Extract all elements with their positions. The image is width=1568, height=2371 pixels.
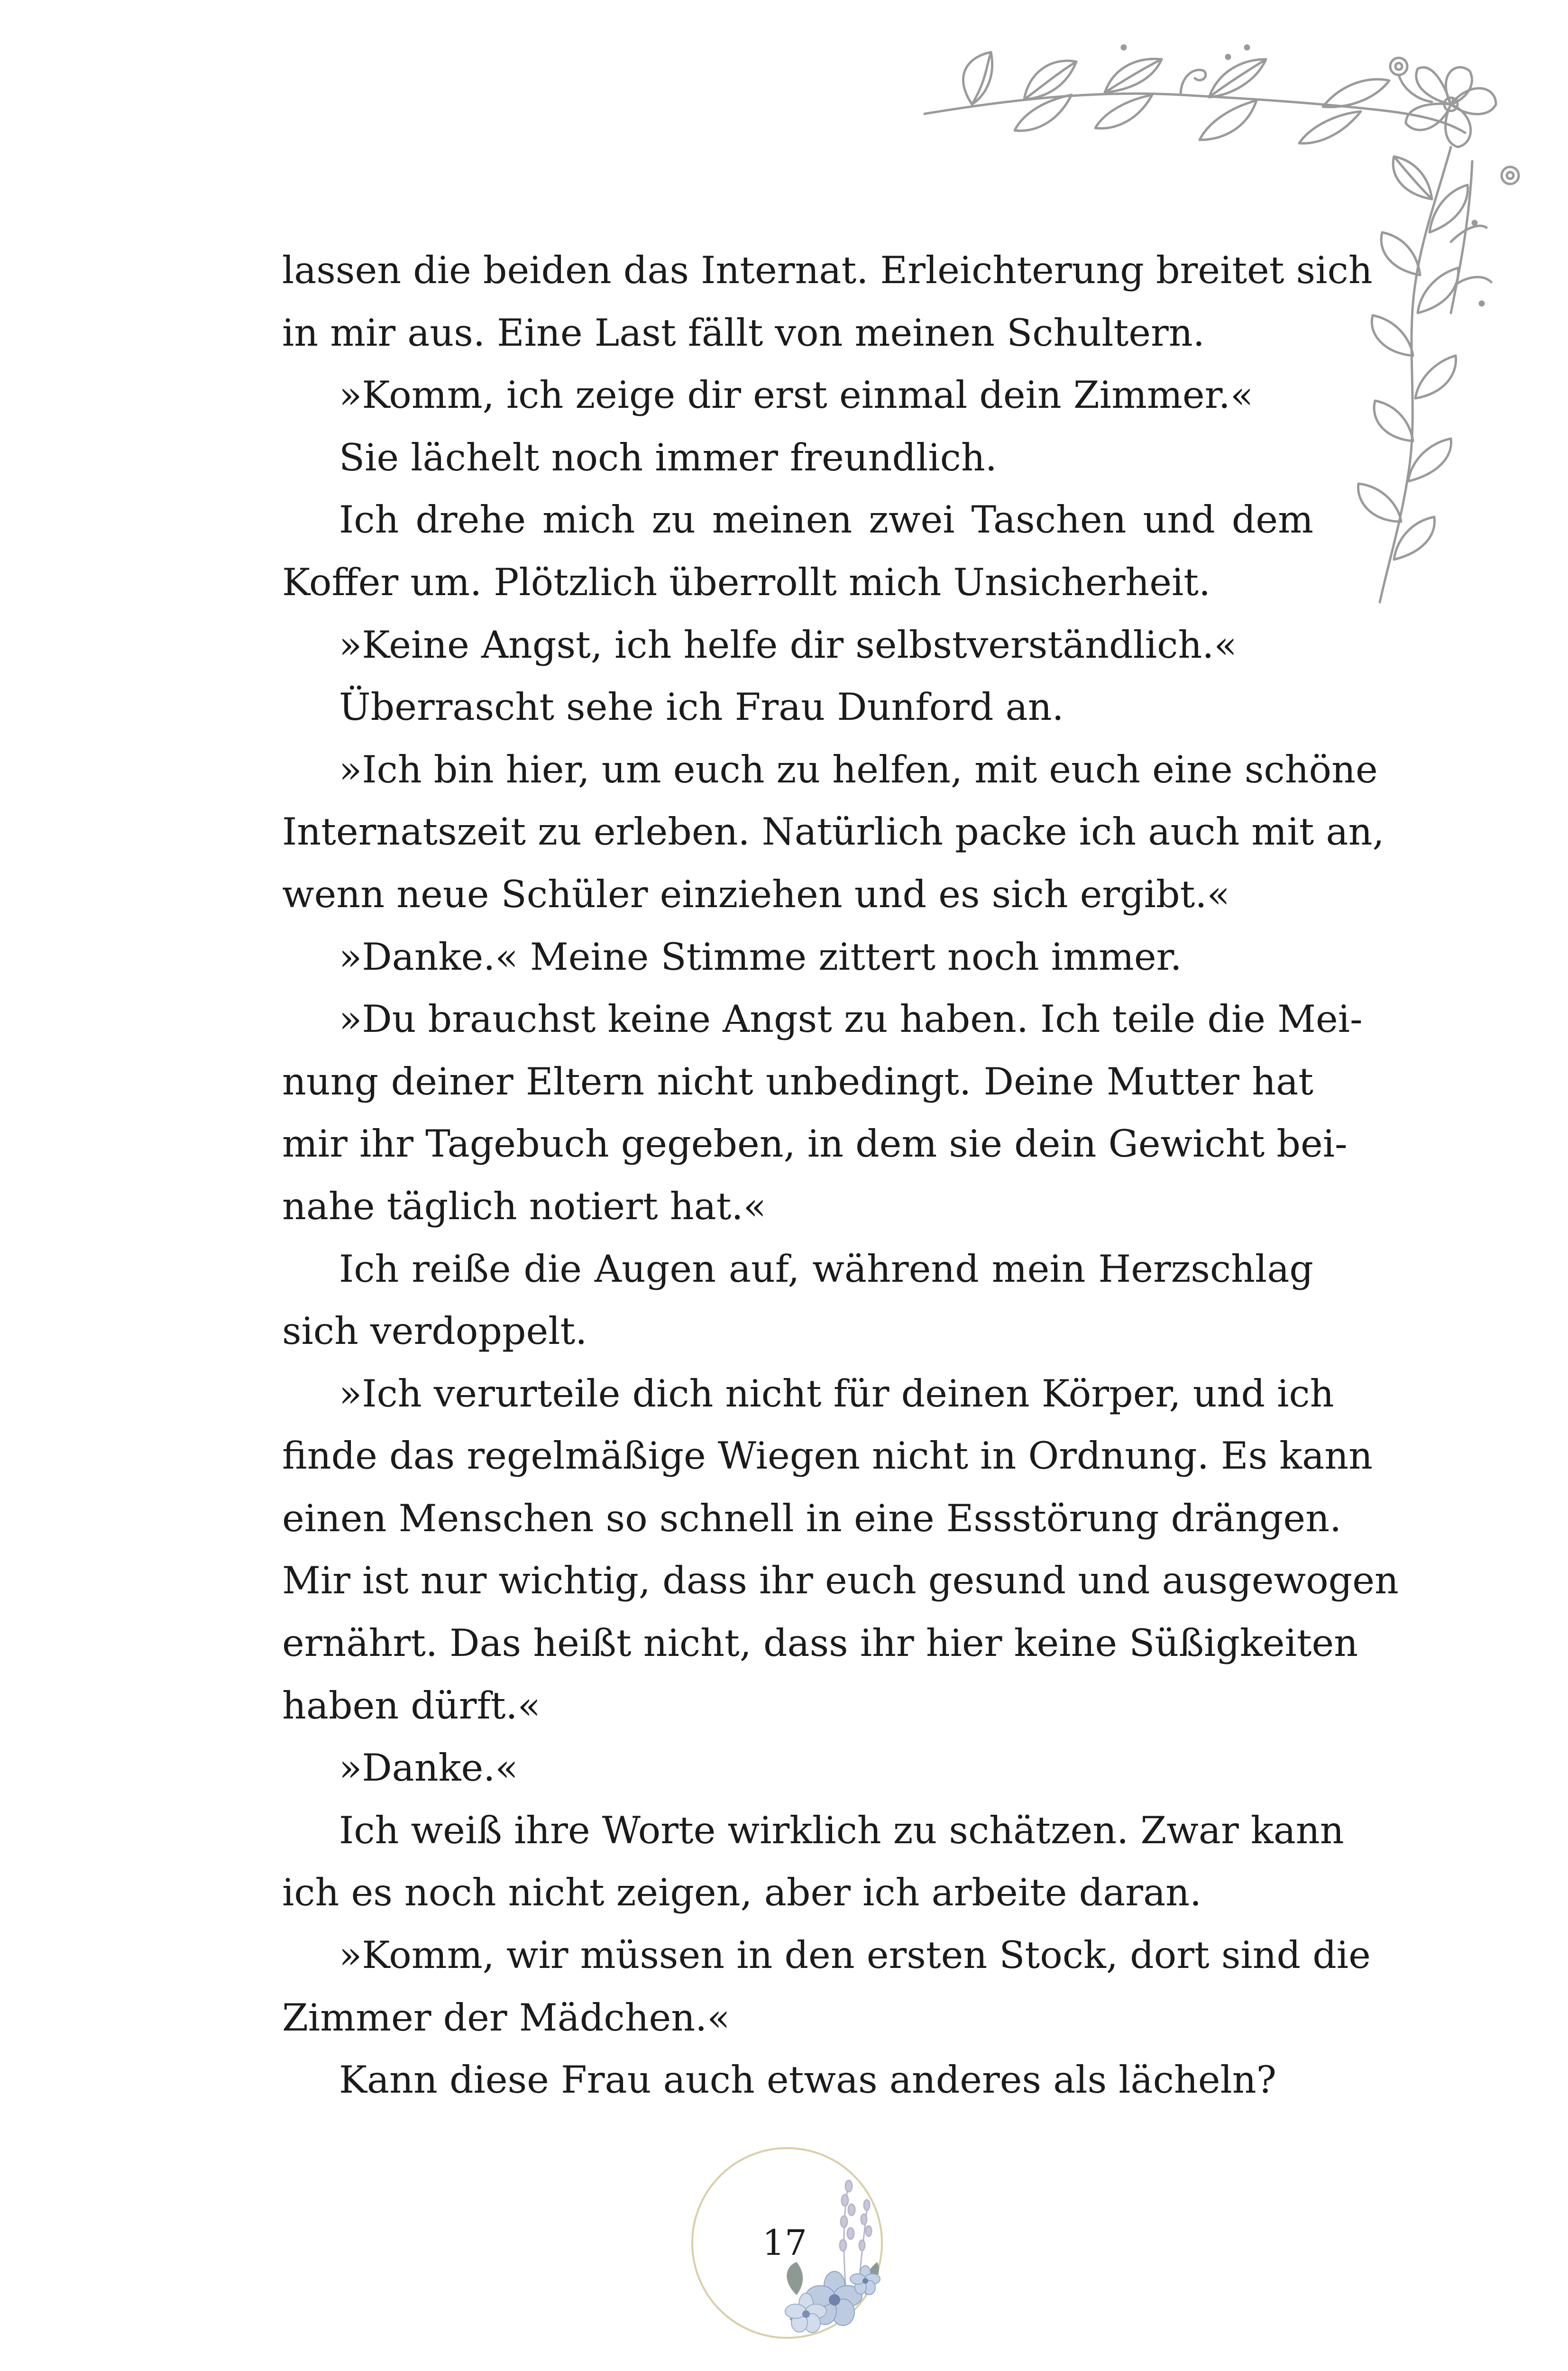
text-line: Zimmer der Mädchen.« xyxy=(282,1995,730,2040)
text-line: Überrascht sehe ich Frau Dunford an. xyxy=(339,685,1064,729)
text-line: Sie lächelt noch immer freundlich. xyxy=(339,435,997,479)
text-line: nahe täglich notiert hat.« xyxy=(282,1184,766,1228)
text-line: »Danke.« xyxy=(339,1746,518,1790)
text-line: »Keine Angst, ich helfe dir selbstverständlich.« xyxy=(339,623,1237,667)
text-line: Ich weiß ihre Worte wirklich zu schätzen. Zwar kann xyxy=(339,1808,1344,1852)
text-line: Koffer um. Plötzlich überrollt mich Unsicherheit. xyxy=(282,560,1211,604)
text-line: lassen die beiden das Internat. Erleichterung breitet sich xyxy=(282,248,1373,292)
text-line: »Komm, ich zeige dir erst einmal dein Zimmer.« xyxy=(339,373,1254,417)
page-number: 17 xyxy=(762,2223,807,2263)
text-line: einen Menschen so schnell in eine Essstörung drängen. xyxy=(282,1496,1342,1540)
text-line: »Ich bin hier, um euch zu helfen, mit euch eine schöne xyxy=(339,747,1378,791)
text-line: Internatszeit zu erleben. Natürlich packe ich auch mit an, xyxy=(282,810,1385,854)
text-line: Kann diese Frau auch etwas anderes als lächeln? xyxy=(339,2058,1276,2102)
text-line: haben dürft.« xyxy=(282,1683,541,1728)
text-line: Ich reiße die Augen auf, während mein Herzschlag xyxy=(339,1247,1313,1291)
text-line: ernährt. Das heißt nicht, dass ihr hier keine Süßigkeiten xyxy=(282,1621,1358,1665)
text-line: »Du brauchst keine Angst zu haben. Ich teile die Mei- xyxy=(339,997,1363,1041)
text-line: »Ich verurteile dich nicht für deinen Körper, und ich xyxy=(339,1371,1334,1415)
text-line: in mir aus. Eine Last fällt von meinen Schultern. xyxy=(282,311,1205,355)
text-line: »Danke.« Meine Stimme zittert noch immer. xyxy=(339,935,1182,979)
text-line: »Komm, wir müssen in den ersten Stock, dort sind die xyxy=(339,1933,1371,1977)
text-line: nung deiner Eltern nicht unbedingt. Deine Mutter hat xyxy=(282,1059,1313,1103)
text-line: Ich drehe mich zu meinen zwei Taschen und dem xyxy=(339,498,1313,542)
text-line: mir ihr Tagebuch gegeben, in dem sie dein Gewicht bei- xyxy=(282,1122,1348,1166)
body-text xyxy=(282,239,1399,2112)
text-line: finde das regelmäßige Wiegen nicht in Ordnung. Es kann xyxy=(282,1434,1373,1478)
text-line: ich es noch nicht zeigen, aber ich arbeite daran. xyxy=(282,1871,1202,1915)
text-line: sich verdoppelt. xyxy=(282,1309,587,1353)
text-line: Mir ist nur wichtig, dass ihr euch gesund und ausgewogen xyxy=(282,1559,1399,1603)
text-line: wenn neue Schüler einziehen und es sich ergibt.« xyxy=(282,872,1230,916)
